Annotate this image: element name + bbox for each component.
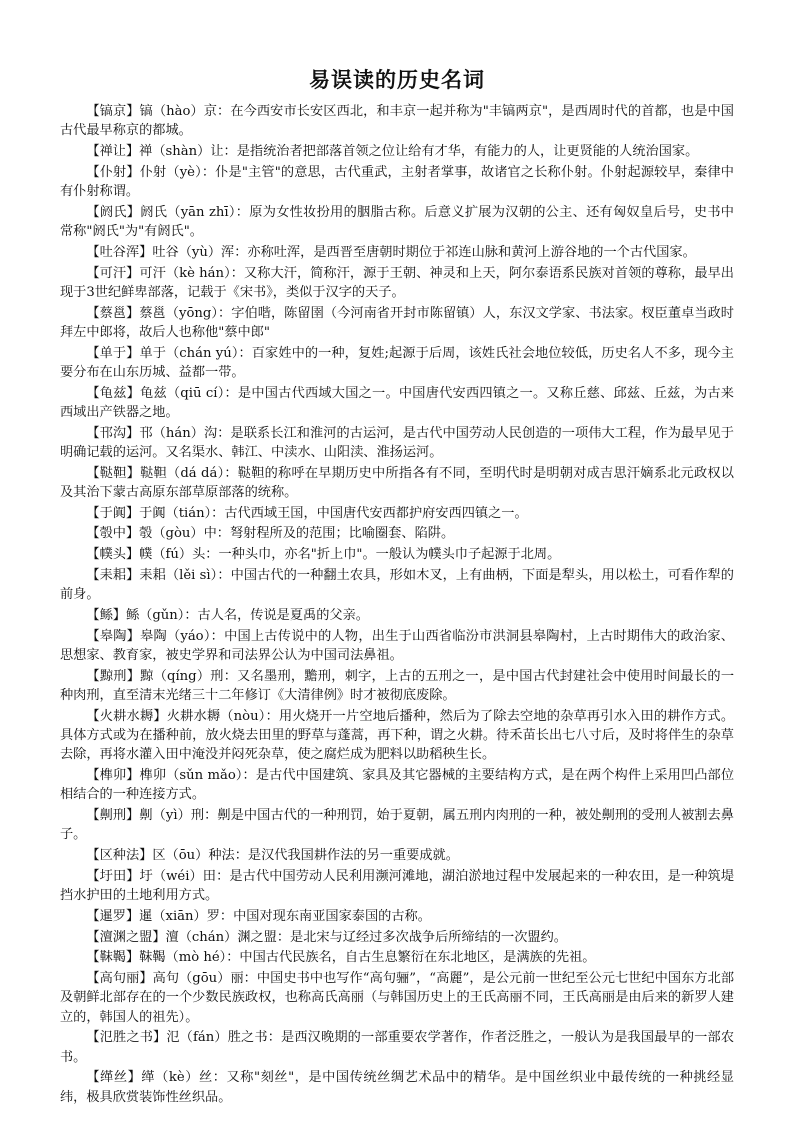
entry-term: 【仆射】 — [86, 164, 140, 180]
entry-paragraph — [60, 504, 734, 523]
entry-text: 于阗（tián）：古代西域王国，中国唐代安西都护府安西四镇之一。 — [139, 505, 528, 521]
entry-paragraph — [60, 627, 734, 665]
entry-text: 耒耜（lěi sì）：中国古代的一种翻土农具，形如木叉，上有曲柄，下面是犁头，用以松土，可看作犁的前身。 — [60, 567, 734, 603]
entry-term: 【阏氏】 — [86, 204, 141, 220]
entry-text: 火耕水耨（nòu）：用火烧开一片空地后播种，然后为了除去空地的杂草再引水入田的耕作方式。具体方式或为在播种前，放火烧去田里的野草与蓬蒿，再下种，谓之火耕。待禾苗长出七八寸后，及时将伴生的杂草去除，再将水灌入田中淹没并闷死杂草，使之腐烂成为肥料以助稻秧生长。 — [60, 708, 735, 763]
entry-paragraph — [60, 243, 734, 262]
entry-text: 邗（hán）沟：是联系长江和淮河的古运河，是古代中国劳动人民创造的一项伟大工程，作为最早见于明确记载的运河。又名渠水、韩江、中渎水、山阳渎、淮扬运河。 — [60, 425, 734, 460]
entry-term: 【龟兹】 — [86, 385, 141, 401]
entry-text: 皋陶（yáo）：中国上古传说中的人物，出生于山西省临汾市洪洞县皋陶村，上古时期伟大的政治家、思想家、教育家，被史学界和司法界公认为中国司法鼻祖。 — [60, 628, 734, 663]
entry-text: 高句（gōu）丽：中国史书中也写作“高句骊”，“高麗”，是公元前一世纪至公元七世纪中国东方北部及朝鲜北部存在的一个少数民族政权，也称高氏高丽（与韩国历史上的王氏高丽不同，王氏高丽是由后来的新罗人建立的，韩国人的祖先）。 — [60, 971, 735, 1025]
entry-text: 禅（shàn）让：是指统治者把部落首领之位让给有才华，有能力的人，让更贤能的人统治国家。 — [139, 144, 699, 159]
entry-term: 【邗沟】 — [86, 425, 140, 441]
entry-text: 彀（gòu）中：弩射程所及的范围；比喻圈套、陷阱。 — [139, 526, 455, 542]
entry-term: 【鞑靼】 — [86, 465, 141, 481]
entry-term: 【暹罗】 — [86, 908, 140, 924]
document-page — [60, 64, 734, 1108]
entry-paragraph — [60, 1068, 734, 1106]
entry-term: 【高句丽】 — [86, 971, 153, 987]
entry-paragraph — [60, 1028, 734, 1066]
entry-term: 【劓刑】 — [86, 807, 140, 823]
entry-term: 【澶渊之盟】 — [86, 929, 166, 945]
entry-term: 【吐谷浑】 — [86, 244, 153, 260]
entry-term: 【幞头】 — [86, 547, 140, 563]
entry-paragraph — [60, 264, 734, 302]
entry-paragraph — [60, 766, 734, 804]
entry-paragraph — [60, 344, 734, 382]
entry-text: 阏氏（yān zhī）：原为女性妆扮用的胭脂古称。后意义扩展为汉朝的公主、还有匈奴皇后号，史书中常称"阏氏"为"有阏氏"。 — [60, 204, 734, 239]
entry-text: 蔡邕（yōng）：字伯喈，陈留圉（今河南省开封市陈留镇）人，东汉文学家、书法家。杈臣董卓当政时拜左中郎将，故后人也称他"蔡中郎" — [60, 305, 734, 340]
entry-paragraph — [60, 102, 734, 140]
entry-text: 仆射（yè）：仆是"主管"的意思，古代重武，主射者掌事，故诸官之长称仆射。仆射起源较早，秦律中有仆射称谓。 — [60, 164, 734, 199]
entry-paragraph — [60, 566, 734, 604]
entry-paragraph — [60, 304, 734, 342]
entry-term: 【皋陶】 — [86, 628, 141, 644]
entry-text: 单于（chán yú）：百家姓中的一种，复姓;起源于后周，该姓氏社会地位较低，历史名人不多，现今主要分布在山东历城、益都一带。 — [60, 345, 734, 380]
entry-term: 【榫卯】 — [86, 767, 140, 783]
entry-text: 鞑靼（dá dá）：鞑靼的称呼在早期历史中所指各有不同，至明代时是明朝对成吉思汗嫡系北元政权以及其治下蒙古高原东部草原部落的统称。 — [60, 465, 734, 500]
entry-text: 榫卯（sǔn mǎo）：是古代中国建筑、家具及其它器械的主要结构方式，是在两个构件上采用凹凸部位相结合的一种连接方式。 — [60, 767, 735, 803]
entry-paragraph — [60, 545, 734, 564]
entry-paragraph — [60, 606, 734, 625]
entry-paragraph — [60, 928, 734, 947]
entry-paragraph — [60, 948, 734, 967]
entry-term: 【靺鞨】 — [86, 950, 140, 966]
entry-paragraph — [60, 384, 734, 422]
entry-paragraph — [60, 867, 734, 905]
entry-term: 【区种法】 — [86, 847, 153, 863]
entry-text: 靺鞨（mò hé）：中国古代民族名，自古生息繁衍在东北地区，是满族的先祖。 — [139, 950, 596, 966]
entry-paragraph — [60, 907, 734, 926]
entry-text: 吐谷（yù）浑：亦称吐浑，是西晋至唐朝时期位于祁连山脉和黄河上游谷地的一个古代国家。 — [152, 244, 696, 260]
entry-term: 【于阗】 — [86, 505, 140, 521]
entry-term: 【彀中】 — [86, 526, 140, 542]
entry-term: 【镐京】 — [86, 104, 140, 119]
entry-term: 【蔡邕】 — [86, 305, 140, 321]
entry-text: 圩（wéi）田：是古代中国劳动人民利用濒河滩地，湖泊淤地过程中发展起来的一种农田，是一种筑堤挡水护田的土地利用方式。 — [60, 868, 735, 903]
entry-term: 【耒耜】 — [86, 567, 140, 583]
entry-term: 【可汗】 — [86, 265, 140, 281]
entry-text: 鲧（gǔn）：古人名，传说是夏禹的父亲。 — [125, 607, 369, 623]
entry-term: 【氾胜之书】 — [86, 1030, 167, 1046]
entry-text: 暹（xiān）罗：中国对现东南亚国家泰国的古称。 — [139, 908, 431, 924]
entry-text: 澶（chán）渊之盟：是北宋与辽经过多次战争后所缔结的一次盟约。 — [165, 929, 567, 945]
entry-paragraph — [60, 846, 734, 865]
entry-paragraph — [60, 424, 734, 462]
entry-text: 幞（fú）头：一种头巾，亦名"折上巾"。一般认为幞头巾子起源于北周。 — [139, 547, 561, 563]
entry-paragraph — [60, 524, 734, 543]
entry-term: 【圩田】 — [86, 868, 140, 884]
entry-term: 【禅让】 — [86, 144, 140, 159]
entry-text: 劓（yì）刑：劓是中国古代的一种刑罚，始于夏朝，属五刑内肉刑的一种，被处劓刑的受刑人被割去鼻子。 — [60, 807, 734, 843]
entry-paragraph — [60, 667, 734, 705]
entry-list — [60, 102, 734, 1107]
entry-paragraph — [60, 142, 734, 161]
entry-paragraph — [60, 969, 734, 1027]
entry-term: 【鲧】 — [86, 607, 126, 623]
entry-text: 黥（qíng）刑：又名墨刑，黵刑，刺字，上古的五刑之一，是中国古代封建社会中使用时间最长的一种肉刑，直至清末光绪三十二年修订《大清律例》时才被彻底废除。 — [60, 668, 735, 703]
entry-text: 可汗（kè hán）：又称大汗，简称汗，源于王朝、神灵和上天，阿尔泰语系民族对首领的尊称，最早出现于3世纪鲜卑部落，记载于《宋书》，类似于汉字的天子。 — [60, 265, 734, 300]
page-title: 易误读的历史名词 — [309, 68, 485, 92]
entry-paragraph — [60, 707, 734, 765]
entry-paragraph — [60, 203, 734, 241]
entry-term: 【单于】 — [86, 345, 140, 361]
entry-term: 【缂丝】 — [86, 1070, 142, 1086]
entry-text: 缂（kè）丝：又称"刻丝"，是中国传统丝绸艺术品中的精华。是中国丝织业中最传统的一种挑经显纬，极具欣赏装饰性丝织品。 — [60, 1070, 734, 1105]
entry-paragraph — [60, 806, 734, 844]
entry-text: 区（ōu）种法：是汉代我国耕作法的另一重要成就。 — [152, 847, 459, 863]
entry-text: 龟兹（qiū cí）：是中国古代西域大国之一。中国唐代安西四镇之一。又称丘慈、邱兹、丘兹，为古来西域出产铁器之地。 — [60, 385, 734, 420]
entry-paragraph — [60, 464, 734, 502]
entry-text: 氾（fán）胜之书：是西汉晚期的一部重要农学著作，作者泛胜之，一般认为是我国最早的一部农书。 — [60, 1030, 735, 1065]
entry-text: 镐（hào）京：在今西安市长安区西北，和丰京一起并称为"丰镐两京"，是西周时代的首都，也是中国古代最早称京的都城。 — [60, 104, 734, 139]
entry-paragraph — [60, 163, 734, 201]
entry-term: 【黥刑】 — [86, 668, 141, 684]
entry-term: 【火耕水耨】 — [86, 708, 167, 724]
